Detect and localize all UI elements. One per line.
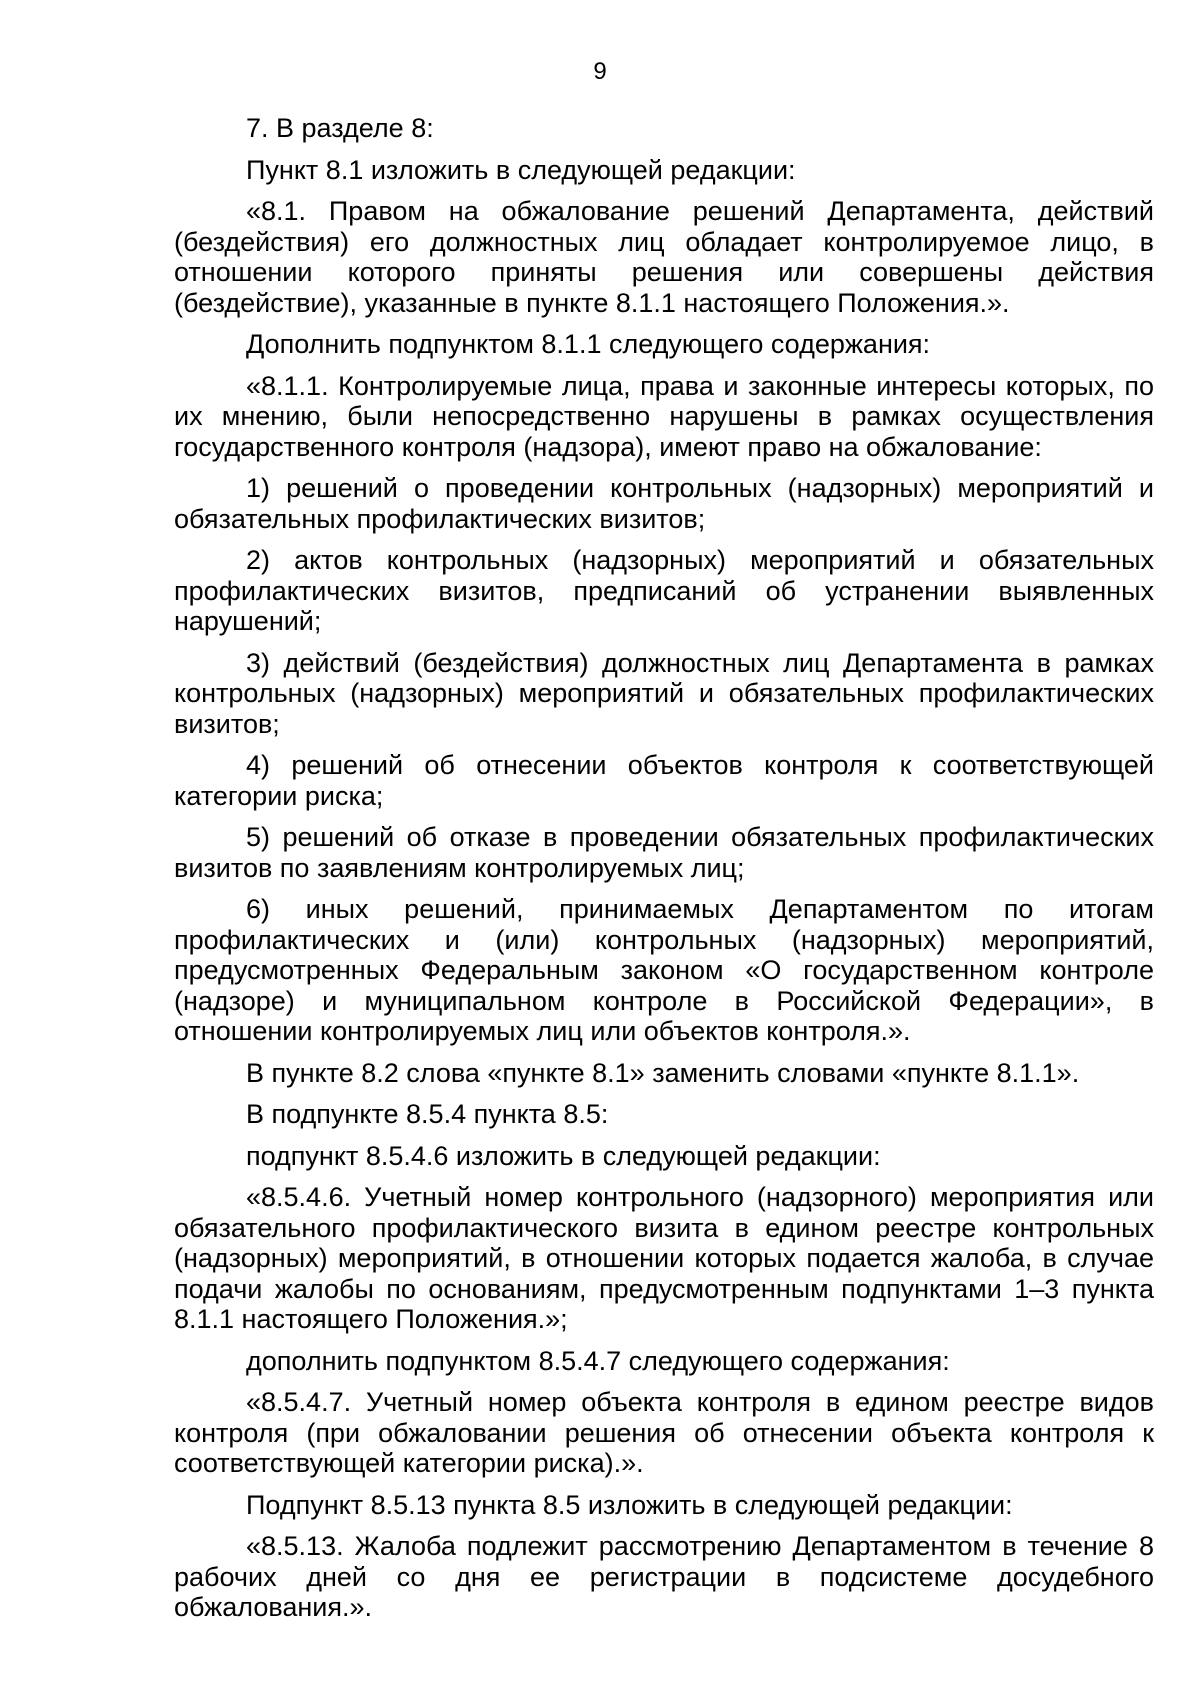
paragraph: В пункте 8.2 слова «пункте 8.1» заменить словами «пункте 8.1.1». xyxy=(246,1057,1080,1088)
paragraph: «8.5.4.7. Учетный номер объекта контроля в едином реестре видов контроля (при обжаловании решения об отнесении объекта контроля к соответствующей категории риска).». xyxy=(174,1387,1154,1478)
list-item: 5) решений об отказе в проведении обязательных профилактических визитов по заявлениям контролируемых лиц; xyxy=(174,822,1154,883)
paragraph: Пункт 8.1 изложить в следующей редакции: xyxy=(246,154,796,185)
paragraph: «8.5.4.6. Учетный номер контрольного (надзорного) мероприятия или обязательного профилактического визита в едином реестре контрольных (надзорных) мероприятий, в отношении которых подается жалоба, в случае подачи жалобы по основаниям, предусмотренным подпунктами 1–3 пункта 8.1.1 настоящего Положения.»; xyxy=(174,1182,1154,1334)
paragraph: дополнить подпунктом 8.5.4.7 следующего содержания: xyxy=(246,1345,950,1376)
list-item: 3) действий (бездействия) должностных лиц Департамента в рамках контрольных (надзорных) мероприятий и обязательных профилактических визитов; xyxy=(174,647,1154,739)
page-number: 9 xyxy=(593,58,607,85)
paragraph: 7. В разделе 8: xyxy=(246,113,434,143)
paragraph: «8.5.13. Жалоба подлежит рассмотрению Департаментом в течение 8 рабочих дней со дня ее регистрации в подсистеме досудебного обжалования.». xyxy=(174,1531,1154,1622)
document-body xyxy=(174,113,1154,1623)
list-item: 2) актов контрольных (надзорных) мероприятий и обязательных профилактических визитов, предписаний об устранении выявленных нарушений; xyxy=(174,545,1154,636)
paragraph: «8.1. Правом на обжалование решений Департамента, действий (бездействия) его должностных лиц обладает контролируемое лицо, в отношении которого приняты решения или совершены действия (бездействие), указанные в пункте 8.1.1 настоящего Положения.». xyxy=(174,196,1154,318)
list-item: 4) решений об отнесении объектов контроля к соответствующей категории риска; xyxy=(174,750,1154,811)
paragraph: Подпункт 8.5.13 пункта 8.5 изложить в следующей редакции: xyxy=(246,1489,1013,1520)
paragraph: В подпункте 8.5.4 пункта 8.5: xyxy=(246,1099,609,1129)
paragraph: Дополнить подпунктом 8.1.1 следующего содержания: xyxy=(246,329,931,359)
paragraph: подпункт 8.5.4.6 изложить в следующей редакции: xyxy=(246,1140,881,1171)
paragraph: «8.1.1. Контролируемые лица, права и законные интересы которых, по их мнению, были непосредственно нарушены в рамках осуществления государственного контроля (надзора), имеют право на обжалование: xyxy=(174,370,1154,462)
list-item: 6) иных решений, принимаемых Департаментом по итогам профилактических и (или) контрольных (надзорных) мероприятий, предусмотренных Федеральным законом «О государственном контроле (надзоре) и муниципальном контроле в Российской Федерации», в отношении контролируемых лиц или объектов контроля.». xyxy=(174,894,1154,1046)
list-item: 1) решений о проведении контрольных (надзорных) мероприятий и обязательных профилактических визитов; xyxy=(174,473,1154,534)
